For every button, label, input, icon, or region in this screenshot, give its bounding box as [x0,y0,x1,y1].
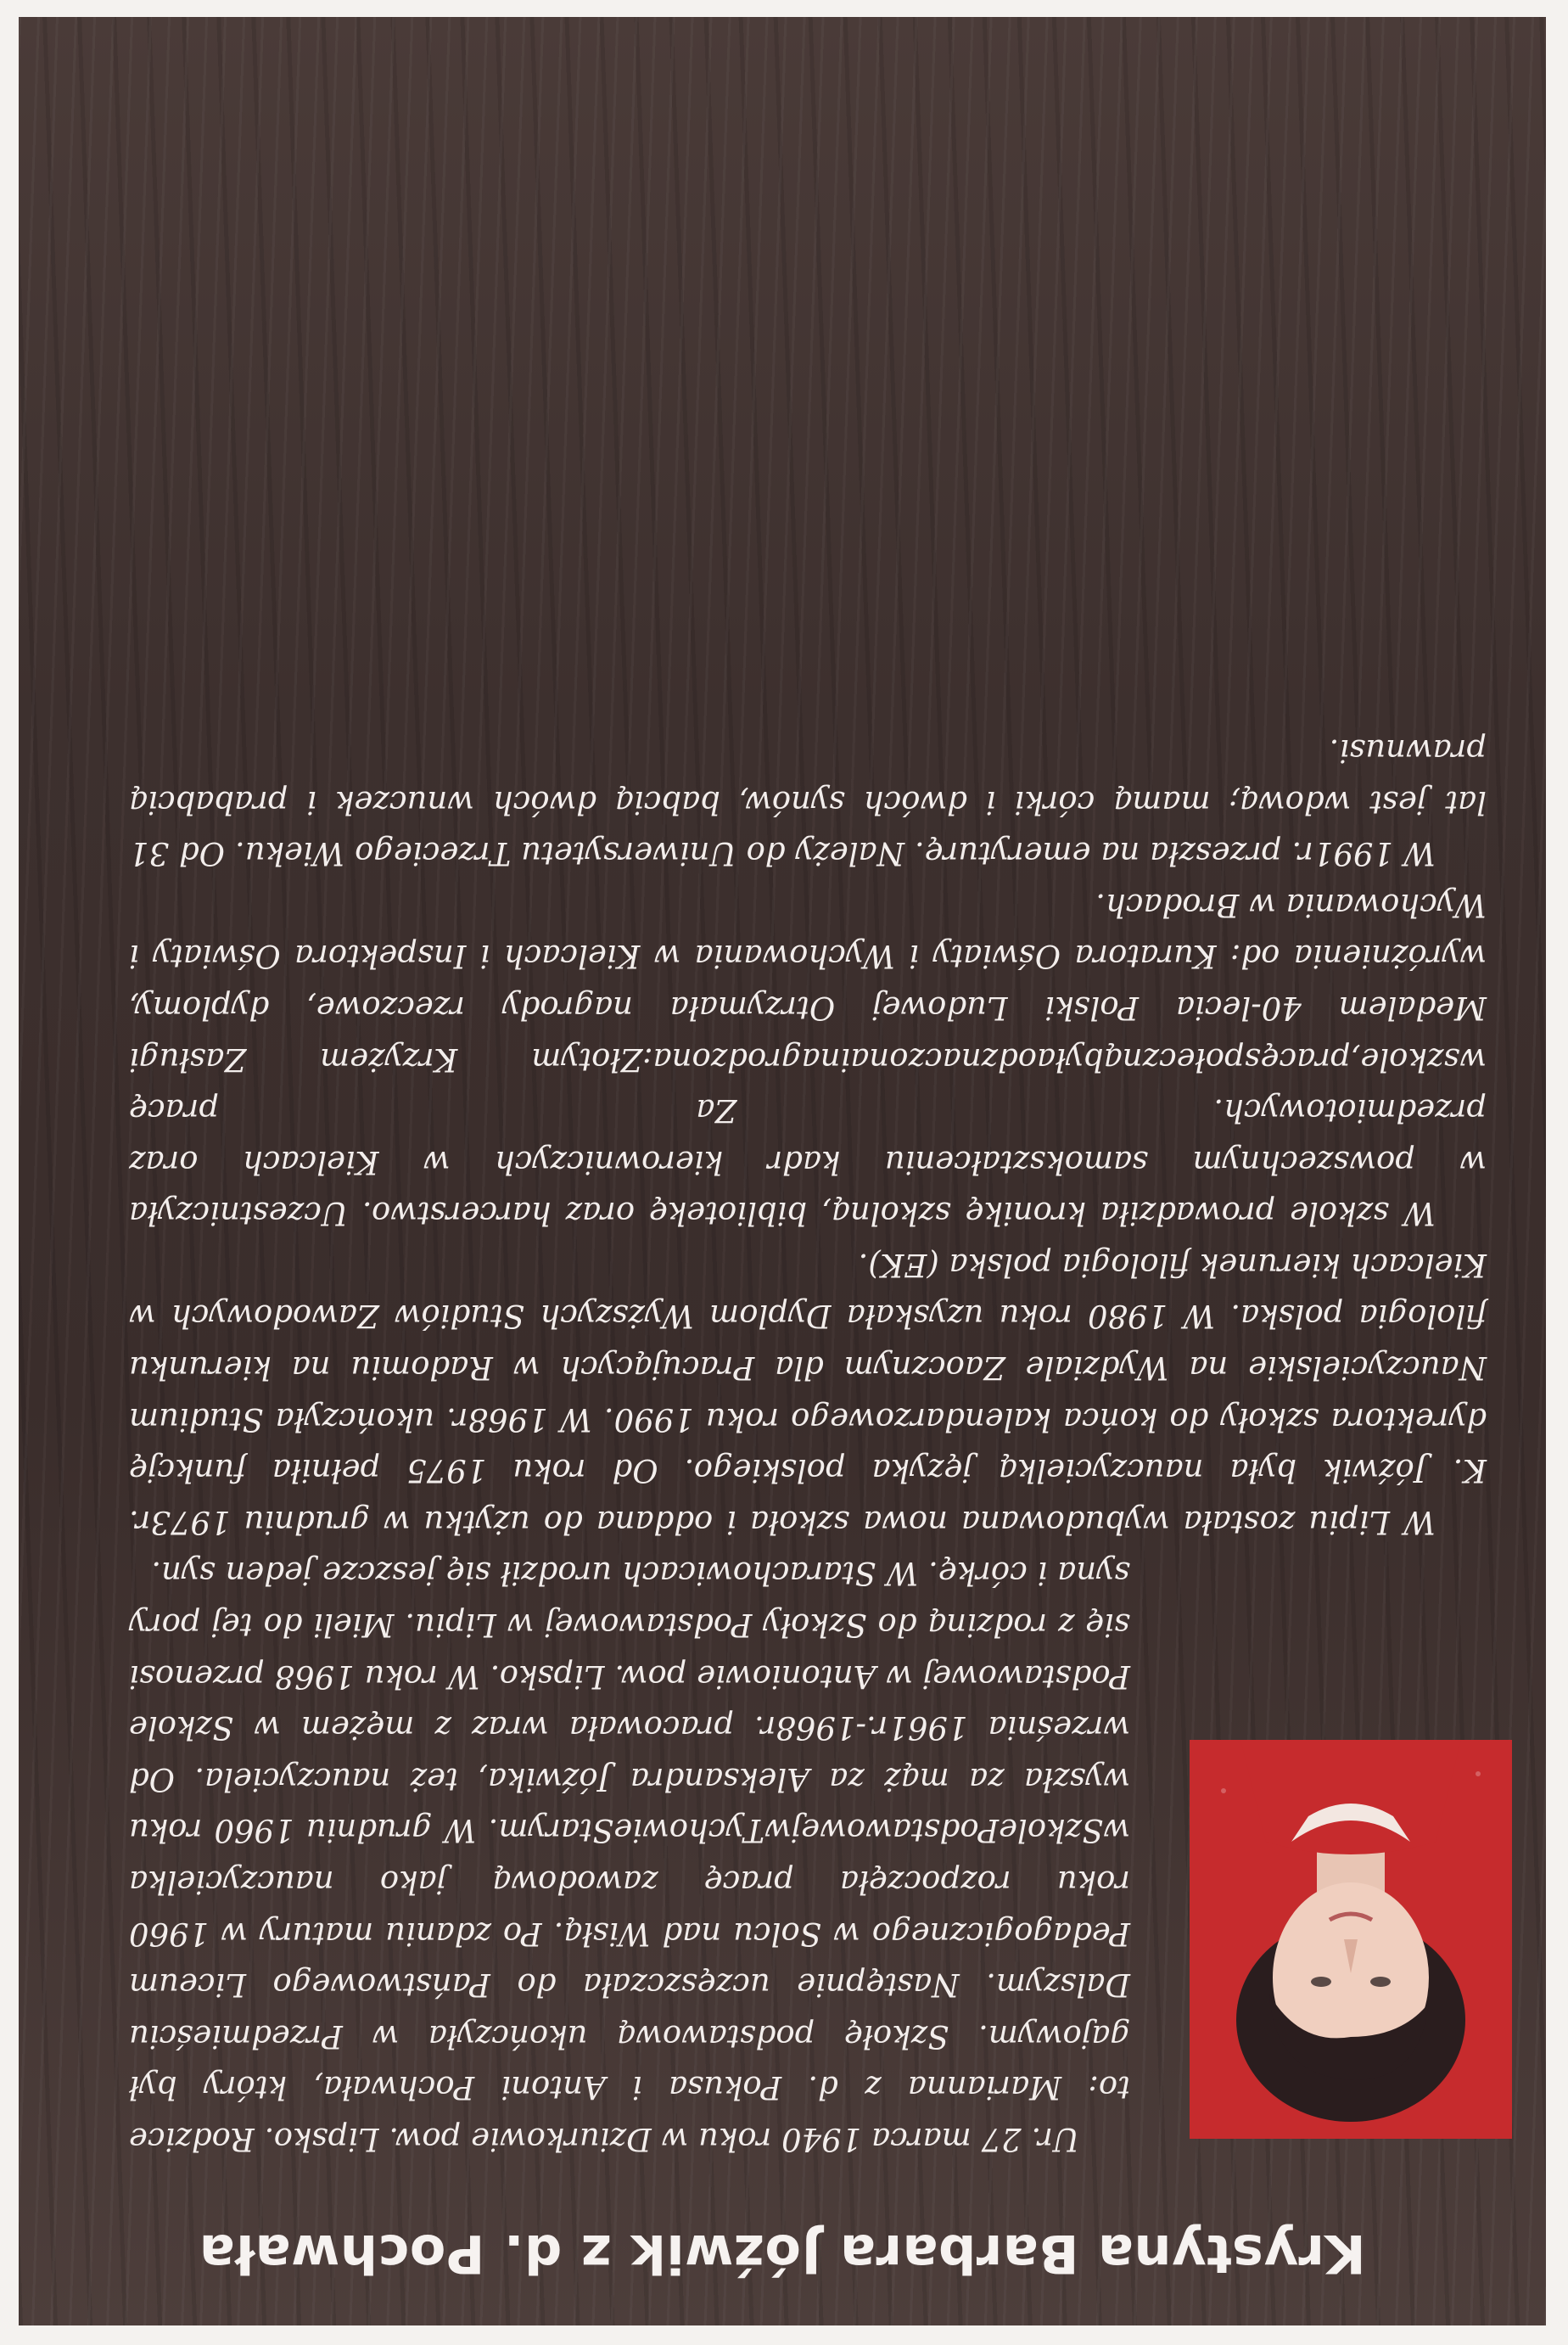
page-title: Krystyna Barbara Jóźwik z d. Pochwała [199,2223,1366,2285]
rotated-content [19,17,1546,2325]
biography-paragraph-3: W szkole prowadziła kronikę szkolną, bibliotekę oraz harcerstwo. Uczestniczyła w powszechnym samokształceniu kadr kierowniczych w Kielcach oraz przedmiotowych. Za pracę wszkole,pracęspołecznąbyłaodznaczonainagrodzona:Złotym Krzyżem Zasługi Medalem 40-lecia Polski Ludowej Otrzymała nagrody rzeczowe, dyplomy, wyróżnienia od: Kuratora Oświaty i Wychowania w Kielcach i Inspektora Oświaty i Wychowania w Brodach. [129,886,1487,1232]
biography-paragraph-1: Ur. 27 marca 1940 roku w Dziurkowie pow. Lipsko. Rodzice to: Marianna z d. Pokusa i Antoni Pochwała, który był gajowym. Szkołę podstawową ukończyła w Przedmieściu Dalszym. Następnie uczęszczała do Państwowego Liceum Pedagogicznego w Solcu nad Wisłą. Po zdaniu matury w 1960 roku rozpoczęła pracę zawodową jako nauczycielka wSzkolePodstawowejwTychowieStarym. W grudniu 1960 roku wyszła za mąż za Aleksandra Jóźwika, też nauczyciela. Od września 1961r.-1968r. pracowała wraz z mężem w Szkole Podstawowej w Antoniowie pow. Lipsko. W roku 1968 przenosi się z rodziną do Szkoły Podstawowej w Lipiu. Mieli do tej pory syna i córkę. W Starachowicach urodził się jeszcze jeden syn. [129,1555,1130,2157]
biography-paragraph-4: W 1991r. przeszła na emeryturę. Należy do Uniwersytetu Trzeciego Wieku. Od 31 lat jest wdową; mamą córki i dwóch synów, babcią dwóch wnuczek i prababcią prawnusi. [129,732,1487,872]
biography-paragraph-2: W Lipiu została wybudowana nowa szkoła i oddana do użytku w grudniu 1973r. K. Jóźwik była nauczycielką języka polskiego. Od roku 1975 pełniła funkcję dyrektora szkoły do końca kalendarzowego roku 1990. W 1968r. ukończyła Studium Nauczycielskie na Wydziale Zaocznym dla Pracujących w Radomiu na kierunku filologia polska. W 1980 roku uzyskała Dyplom Wyższych Studiów Zawodowych w Kielcach kierunek filologia polska (EK). [129,1246,1487,1540]
photo-wrap-space [1130,1553,1487,2164]
book-cover-page [19,17,1546,2325]
biography-text [129,724,1487,2164]
